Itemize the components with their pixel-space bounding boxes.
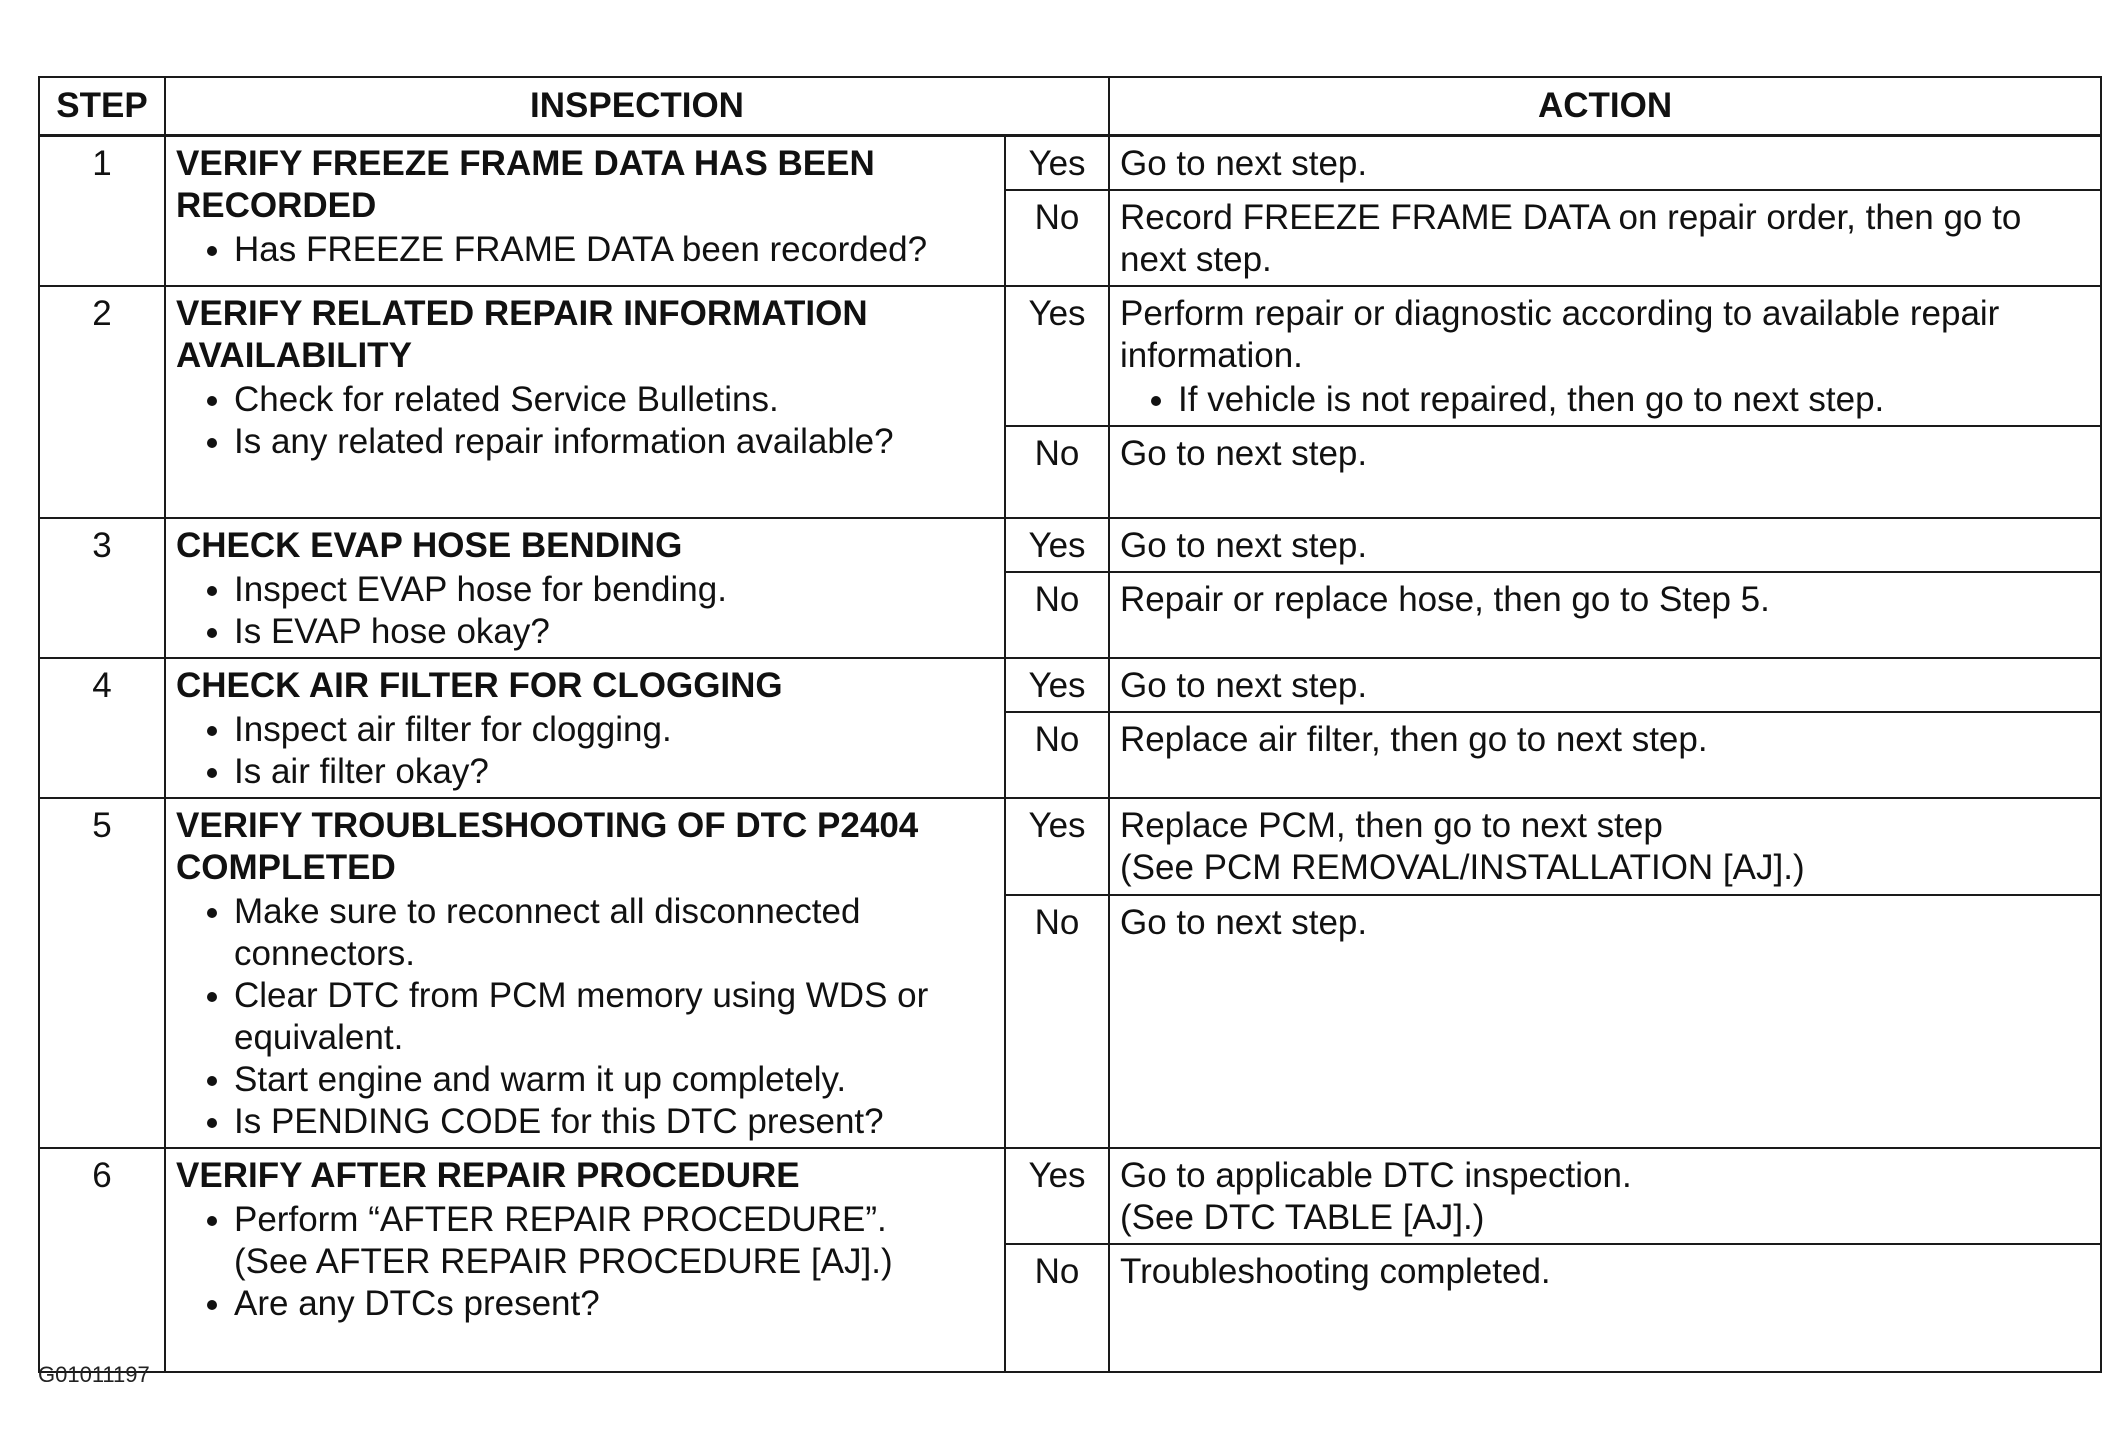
yes-action-bullet: • If vehicle is not repaired, then go to next step.: [1178, 379, 2090, 421]
table-header-row: [39, 77, 2101, 136]
no-action: Repair or replace hose, then go to Step 5.: [1109, 572, 2101, 658]
table-row: [39, 286, 2101, 426]
yes-label: Yes: [1005, 798, 1109, 895]
inspection-bullet: [234, 1199, 994, 1283]
yes-action: Go to next step.: [1109, 658, 2101, 712]
no-label: No: [1005, 1244, 1109, 1372]
no-label: No: [1005, 190, 1109, 286]
step-number: 4: [39, 658, 165, 798]
inspection-bullets: [176, 1199, 994, 1325]
yes-label: Yes: [1005, 136, 1109, 191]
yes-action-text: Go to applicable DTC inspection.: [1120, 1156, 1632, 1195]
inspection-bullet: • Is any related repair information available?: [234, 421, 994, 463]
inspection-cell: [165, 136, 1005, 287]
yes-label: Yes: [1005, 518, 1109, 572]
inspection-bullets: [176, 379, 994, 463]
yes-action-text: Replace PCM, then go to next step: [1120, 806, 1663, 845]
action-header: ACTION: [1109, 77, 2101, 136]
yes-action-bullets: [1120, 379, 2090, 421]
yes-label: Yes: [1005, 286, 1109, 426]
yes-action-note: (See PCM REMOVAL/INSTALLATION [AJ].): [1120, 848, 1805, 887]
no-action: Troubleshooting completed.: [1109, 1244, 2101, 1372]
no-action: Go to next step.: [1109, 895, 2101, 1148]
inspection-bullet: • Are any DTCs present?: [234, 1283, 994, 1325]
step-number: 3: [39, 518, 165, 658]
inspection-bullets: [176, 229, 994, 271]
step-number: 1: [39, 136, 165, 287]
yes-action: [1109, 798, 2101, 895]
yes-action-text: Perform repair or diagnostic according to available repair information.: [1120, 294, 2000, 375]
inspection-bullet: • Is PENDING CODE for this DTC present?: [234, 1101, 994, 1143]
inspection-bullet: • Is EVAP hose okay?: [234, 611, 994, 653]
no-action: Go to next step.: [1109, 426, 2101, 518]
yes-action: [1109, 1148, 2101, 1244]
yes-action-note: (See DTC TABLE [AJ].): [1120, 1198, 1485, 1237]
inspection-title: CHECK AIR FILTER FOR CLOGGING: [176, 666, 783, 705]
step-number: 5: [39, 798, 165, 1148]
inspection-cell: [165, 658, 1005, 798]
table-row: [39, 798, 2101, 895]
inspection-bullet: • Make sure to reconnect all disconnected connectors.: [234, 891, 994, 975]
step-number: 6: [39, 1148, 165, 1372]
inspection-cell: [165, 518, 1005, 658]
step-header: STEP: [39, 77, 165, 136]
table-row: [39, 1148, 2101, 1244]
yes-action: [1109, 136, 2101, 191]
yes-action: [1109, 286, 2101, 426]
inspection-title: VERIFY TROUBLESHOOTING OF DTC P2404 COMPLETED: [176, 806, 919, 887]
yes-label: Yes: [1005, 658, 1109, 712]
inspection-bullet: • Start engine and warm it up completely.: [234, 1059, 994, 1101]
inspection-cell: [165, 1148, 1005, 1372]
no-label: No: [1005, 426, 1109, 518]
inspection-bullet-note: (See AFTER REPAIR PROCEDURE [AJ].): [234, 1242, 893, 1281]
inspection-bullet: • Has FREEZE FRAME DATA been recorded?: [234, 229, 994, 271]
inspection-bullet: • Check for related Service Bulletins.: [234, 379, 994, 421]
yes-label: Yes: [1005, 1148, 1109, 1244]
inspection-bullet: • Inspect EVAP hose for bending.: [234, 569, 994, 611]
table-row: [39, 518, 2101, 572]
inspection-cell: [165, 286, 1005, 518]
inspection-title: VERIFY AFTER REPAIR PROCEDURE: [176, 1156, 800, 1195]
inspection-bullet: • Inspect air filter for clogging.: [234, 709, 994, 751]
table-row: [39, 658, 2101, 712]
yes-action-text: Go to next step.: [1120, 144, 1368, 183]
inspection-header: INSPECTION: [165, 77, 1109, 136]
no-label: No: [1005, 712, 1109, 798]
figure-id: G01011197: [38, 1362, 150, 1387]
inspection-title: CHECK EVAP HOSE BENDING: [176, 526, 683, 565]
no-action: Record FREEZE FRAME DATA on repair order, then go to next step.: [1109, 190, 2101, 286]
inspection-bullets: [176, 569, 994, 653]
inspection-bullets: [176, 709, 994, 793]
step-number: 2: [39, 286, 165, 518]
yes-action: Go to next step.: [1109, 518, 2101, 572]
inspection-bullet: • Is air filter okay?: [234, 751, 994, 793]
inspection-title: VERIFY RELATED REPAIR INFORMATION AVAILABILITY: [176, 294, 868, 375]
no-label: No: [1005, 572, 1109, 658]
inspection-bullet: • Clear DTC from PCM memory using WDS or equivalent.: [234, 975, 994, 1059]
inspection-bullet-text: • Perform “AFTER REPAIR PROCEDURE”.: [234, 1200, 887, 1239]
diagnostic-table: [38, 76, 2102, 1373]
table-row: [39, 136, 2101, 191]
no-label: No: [1005, 895, 1109, 1148]
inspection-bullets: [176, 891, 994, 1143]
inspection-cell: [165, 798, 1005, 1148]
no-action: Replace air filter, then go to next step.: [1109, 712, 2101, 798]
inspection-title: VERIFY FREEZE FRAME DATA HAS BEEN RECORDED: [176, 144, 875, 225]
